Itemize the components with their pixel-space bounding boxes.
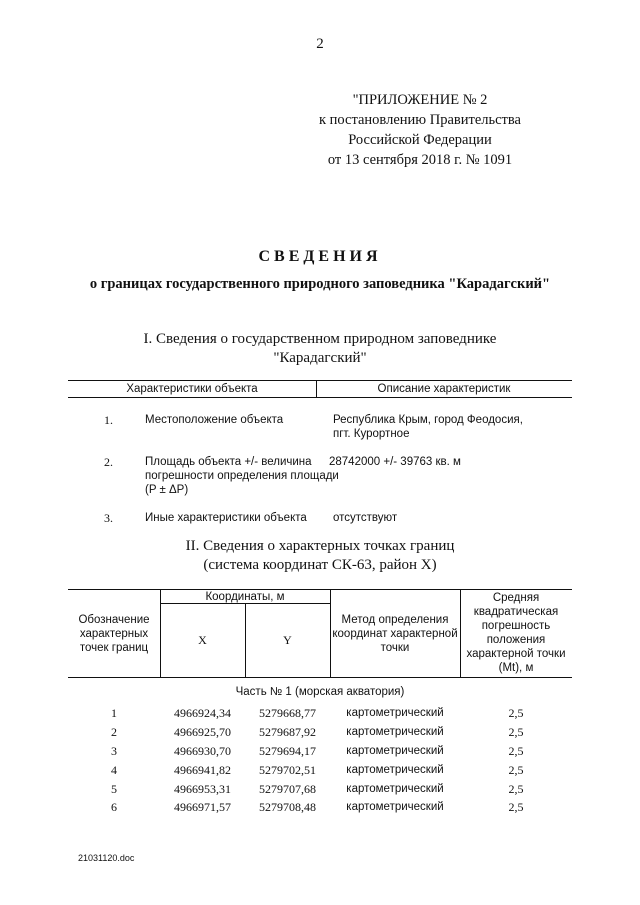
part-label: Часть № 1 (морская акватория) bbox=[235, 686, 405, 698]
point-number: 1 bbox=[111, 706, 117, 720]
coordinate-y: 5279707,68 bbox=[259, 782, 316, 796]
characteristic-name-line: Площадь объекта +/- величина bbox=[145, 456, 312, 468]
column-header-description: Описание характеристик bbox=[377, 383, 511, 395]
table-rule bbox=[68, 380, 572, 381]
point-number: 2 bbox=[111, 725, 117, 739]
determination-method: картометрический bbox=[346, 745, 444, 757]
characteristic-value bbox=[333, 511, 397, 525]
appendix-line: "ПРИЛОЖЕНИЕ № 2 bbox=[352, 92, 488, 108]
table-rule bbox=[68, 677, 572, 678]
characteristic-value-line: пгт. Курортное bbox=[333, 428, 410, 440]
coordinate-y: 5279668,77 bbox=[259, 706, 316, 720]
coordinate-x: 4966953,31 bbox=[174, 782, 231, 796]
characteristic-value-line: 28742000 +/- 39763 кв. м bbox=[329, 456, 461, 468]
characteristic-name bbox=[145, 413, 283, 427]
determination-method: картометрический bbox=[346, 726, 444, 738]
accuracy-value: 2,5 bbox=[508, 706, 524, 720]
section-2-heading-line: (система координат СК-63, район X) bbox=[203, 557, 437, 573]
header-line: Средняя bbox=[492, 592, 540, 604]
footer-doc-id: 21031120.doc bbox=[78, 853, 135, 863]
header-line: точек границ bbox=[79, 642, 149, 654]
characteristic-name-line: погрешности определения площади bbox=[145, 470, 339, 482]
coordinate-y: 5279694,17 bbox=[259, 744, 316, 758]
accuracy-value: 2,5 bbox=[508, 782, 524, 796]
column-header-point-designation bbox=[68, 613, 160, 655]
accuracy-value: 2,5 bbox=[508, 744, 524, 758]
characteristic-name bbox=[145, 455, 339, 497]
header-line: Метод определения bbox=[341, 614, 449, 626]
characteristic-value bbox=[329, 455, 461, 469]
column-header-characteristics: Характеристики объекта bbox=[126, 383, 258, 395]
point-number: 5 bbox=[111, 782, 117, 796]
coordinate-x: 4966924,34 bbox=[174, 706, 231, 720]
coordinate-x: 4966930,70 bbox=[174, 744, 231, 758]
section-1-heading-line: "Карадагский" bbox=[273, 350, 367, 366]
determination-method: картометрический bbox=[346, 783, 444, 795]
section-2-heading-line: II. Сведения о характерных точках границ bbox=[185, 538, 455, 554]
header-line: погрешность bbox=[481, 620, 551, 632]
characteristic-value bbox=[333, 413, 523, 441]
point-number: 3 bbox=[111, 744, 117, 758]
accuracy-value: 2,5 bbox=[508, 800, 524, 814]
header-line: (Mt), м bbox=[498, 662, 534, 674]
characteristic-name-line: Иные характеристики объекта bbox=[145, 512, 307, 524]
column-header-y: Y bbox=[283, 633, 292, 647]
document-title: СВЕДЕНИЯ bbox=[258, 248, 382, 265]
characteristic-name-line: Местоположение объекта bbox=[145, 414, 284, 426]
section-1-heading-line: I. Сведения о государственном природном заповеднике bbox=[143, 331, 497, 347]
column-header-coordinates: Координаты, м bbox=[205, 591, 285, 603]
document-subtitle: о границах государственного природного заповедника "Карадагский" bbox=[89, 276, 551, 292]
row-number: 2. bbox=[104, 455, 113, 469]
column-header-x: X bbox=[198, 633, 207, 647]
header-line: положения bbox=[486, 634, 546, 646]
coordinate-y: 5279708,48 bbox=[259, 800, 316, 814]
row-number: 1. bbox=[104, 413, 113, 427]
page-number: 2 bbox=[316, 36, 324, 52]
characteristic-value-line: отсутствуют bbox=[333, 512, 398, 524]
table-rule bbox=[68, 397, 572, 398]
appendix-header bbox=[290, 90, 550, 170]
section-1-heading bbox=[0, 330, 640, 368]
characteristic-value-line: Республика Крым, город Феодосия, bbox=[333, 414, 523, 426]
row-number: 3. bbox=[104, 511, 113, 525]
appendix-line: к постановлению Правительства bbox=[319, 112, 521, 128]
point-number: 6 bbox=[111, 800, 117, 814]
header-line: квадратическая bbox=[473, 606, 559, 618]
appendix-line: от 13 сентября 2018 г. № 1091 bbox=[327, 152, 513, 168]
accuracy-value: 2,5 bbox=[508, 763, 524, 777]
coordinate-y: 5279687,92 bbox=[259, 725, 316, 739]
header-line: точки bbox=[380, 642, 410, 654]
header-line: Обозначение bbox=[78, 614, 150, 626]
header-line: характерной точки bbox=[466, 648, 566, 660]
determination-method: картометрический bbox=[346, 707, 444, 719]
characteristic-name-line: (P ± ΔP) bbox=[145, 484, 189, 496]
determination-method: картометрический bbox=[346, 801, 444, 813]
header-line: координат характерной bbox=[332, 628, 458, 640]
characteristic-name bbox=[145, 511, 307, 525]
accuracy-value: 2,5 bbox=[508, 725, 524, 739]
header-line: характерных bbox=[79, 628, 149, 640]
column-header-method bbox=[330, 613, 460, 655]
coordinate-x: 4966941,82 bbox=[174, 763, 231, 777]
coordinate-y: 5279702,51 bbox=[259, 763, 316, 777]
point-number: 4 bbox=[111, 763, 117, 777]
determination-method: картометрический bbox=[346, 764, 444, 776]
coordinate-x: 4966925,70 bbox=[174, 725, 231, 739]
column-header-accuracy bbox=[460, 591, 572, 675]
coordinate-x: 4966971,57 bbox=[174, 800, 231, 814]
appendix-line: Российской Федерации bbox=[348, 132, 492, 148]
section-2-heading bbox=[0, 537, 640, 575]
